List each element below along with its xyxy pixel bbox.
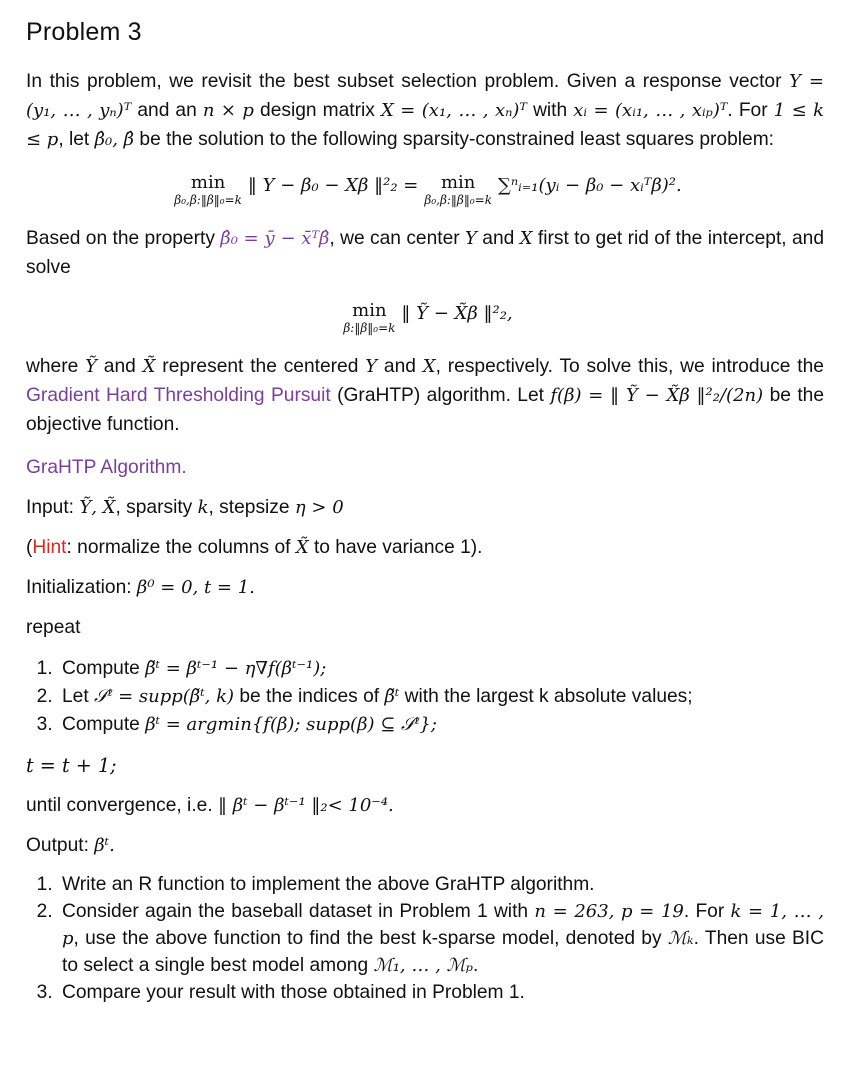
page-title: Problem 3 <box>26 18 142 46</box>
grahtp-link[interactable]: Gradient Hard Thresholding Pursuit <box>26 385 331 406</box>
algorithm-step: 3. Compute βᵗ = argmin{f(β); supp(β) ⊆ 𝒮ᵗ}; <box>58 711 824 739</box>
intro-math-dims: n × p <box>202 100 254 121</box>
intro-text: , let <box>58 129 95 150</box>
intro-text: be the solution to the following sparsity-constrained least squares problem: <box>134 129 775 150</box>
objective-function: f(β) = ‖ Ỹ − X̃β ‖²₂/(2n) <box>550 385 764 406</box>
intercept-formula: β̂₀ = ȳ − x̄ᵀβ̂ <box>220 228 330 249</box>
algorithm-repeat: repeat <box>26 617 81 638</box>
min-operator: min β₀,β:‖β‖₀=k <box>174 172 242 207</box>
intro-math-row: xᵢ = (xᵢ₁, … , xᵢₚ)ᵀ <box>573 100 728 121</box>
algorithm-hint: (Hint: normalize the columns of X̃ to have variance 1). <box>26 537 483 558</box>
algorithm-heading: GraHTP Algorithm. <box>26 457 187 478</box>
algorithm-step: 2. Let 𝒮ᵗ = supp(β̃ᵗ, k) be the indices of β̃ᵗ with the largest k absolute values; <box>58 683 824 711</box>
task-list <box>26 871 824 1006</box>
intro-text: with <box>527 100 574 121</box>
intro-math-beta: β̂₀, β̂ <box>94 129 135 150</box>
intro-text: In this problem, we revisit the best subset selection problem. Given a response vector <box>26 71 790 92</box>
algorithm-output: Output: βᵗ. <box>26 835 115 856</box>
algorithm-step: 1. Compute β̃ᵗ = βᵗ⁻¹ − η∇f(βᵗ⁻¹); <box>58 655 824 683</box>
where-paragraph: where Ỹ and X̃ represent the centered Y and X, respectively. To solve this, we introduce the Gradient Hard Thresholding Pursuit (GraHTP) algorithm. Let f(β) = ‖ Ỹ − X̃β ‖²₂/(2n) be the objective function. <box>26 356 824 435</box>
algorithm-init: Initialization: β⁰ = 0, t = 1. <box>26 577 255 598</box>
algorithm-steps <box>26 655 824 739</box>
min-operator: min β₀,β:‖β‖₀=k <box>424 172 493 207</box>
task-item: 1. Write an R function to implement the above GraHTP algorithm. <box>58 871 824 898</box>
algorithm-input: Input: Ỹ, X̃, sparsity k, stepsize η > 0 <box>26 497 344 518</box>
intro-math-response: Y = (y₁, … , yₙ)ᵀ <box>26 71 825 121</box>
equation-lhs: ‖ Y − β₀ − Xβ ‖²₂ = <box>247 175 419 196</box>
intro-text: and an <box>131 100 203 121</box>
hint-label: Hint <box>32 537 67 558</box>
equation-best-subset <box>26 174 824 206</box>
intro-text: . For <box>727 100 774 121</box>
algorithm-increment: t = t + 1; <box>26 754 117 777</box>
equation-centered-body: ‖ Ỹ − X̃β ‖²₂, <box>401 303 513 324</box>
task-item: 2. Consider again the baseball dataset in Problem 1 with n = 263, p = 19. For k = 1, … , p, use the above function to find the best k-sparse model, denoted by ℳₖ. Then use BIC to select a single best model among ℳ₁, … , ℳₚ. <box>58 898 824 979</box>
intro-math-design: X = (x₁, … , xₙ)ᵀ <box>380 100 527 121</box>
equation-centered <box>26 302 824 334</box>
centering-paragraph: Based on the property β̂₀ = ȳ − x̄ᵀβ̂, we can center Y and X first to get rid of the intercept, and solve <box>26 228 824 278</box>
intro-text: design matrix <box>253 100 381 121</box>
intro-math-k-range: 1 ≤ k ≤ p <box>26 100 825 150</box>
min-operator: min β:‖β‖₀=k <box>343 300 396 335</box>
equation-rhs: ∑ⁿᵢ₌₁(yᵢ − β₀ − xᵢᵀβ)². <box>498 175 682 196</box>
intro-paragraph <box>26 67 824 154</box>
algorithm-until: until convergence, i.e. ‖ βᵗ − βᵗ⁻¹ ‖₂< 10⁻⁴. <box>26 795 394 816</box>
task-item: 3. Compare your result with those obtained in Problem 1. <box>58 979 824 1006</box>
